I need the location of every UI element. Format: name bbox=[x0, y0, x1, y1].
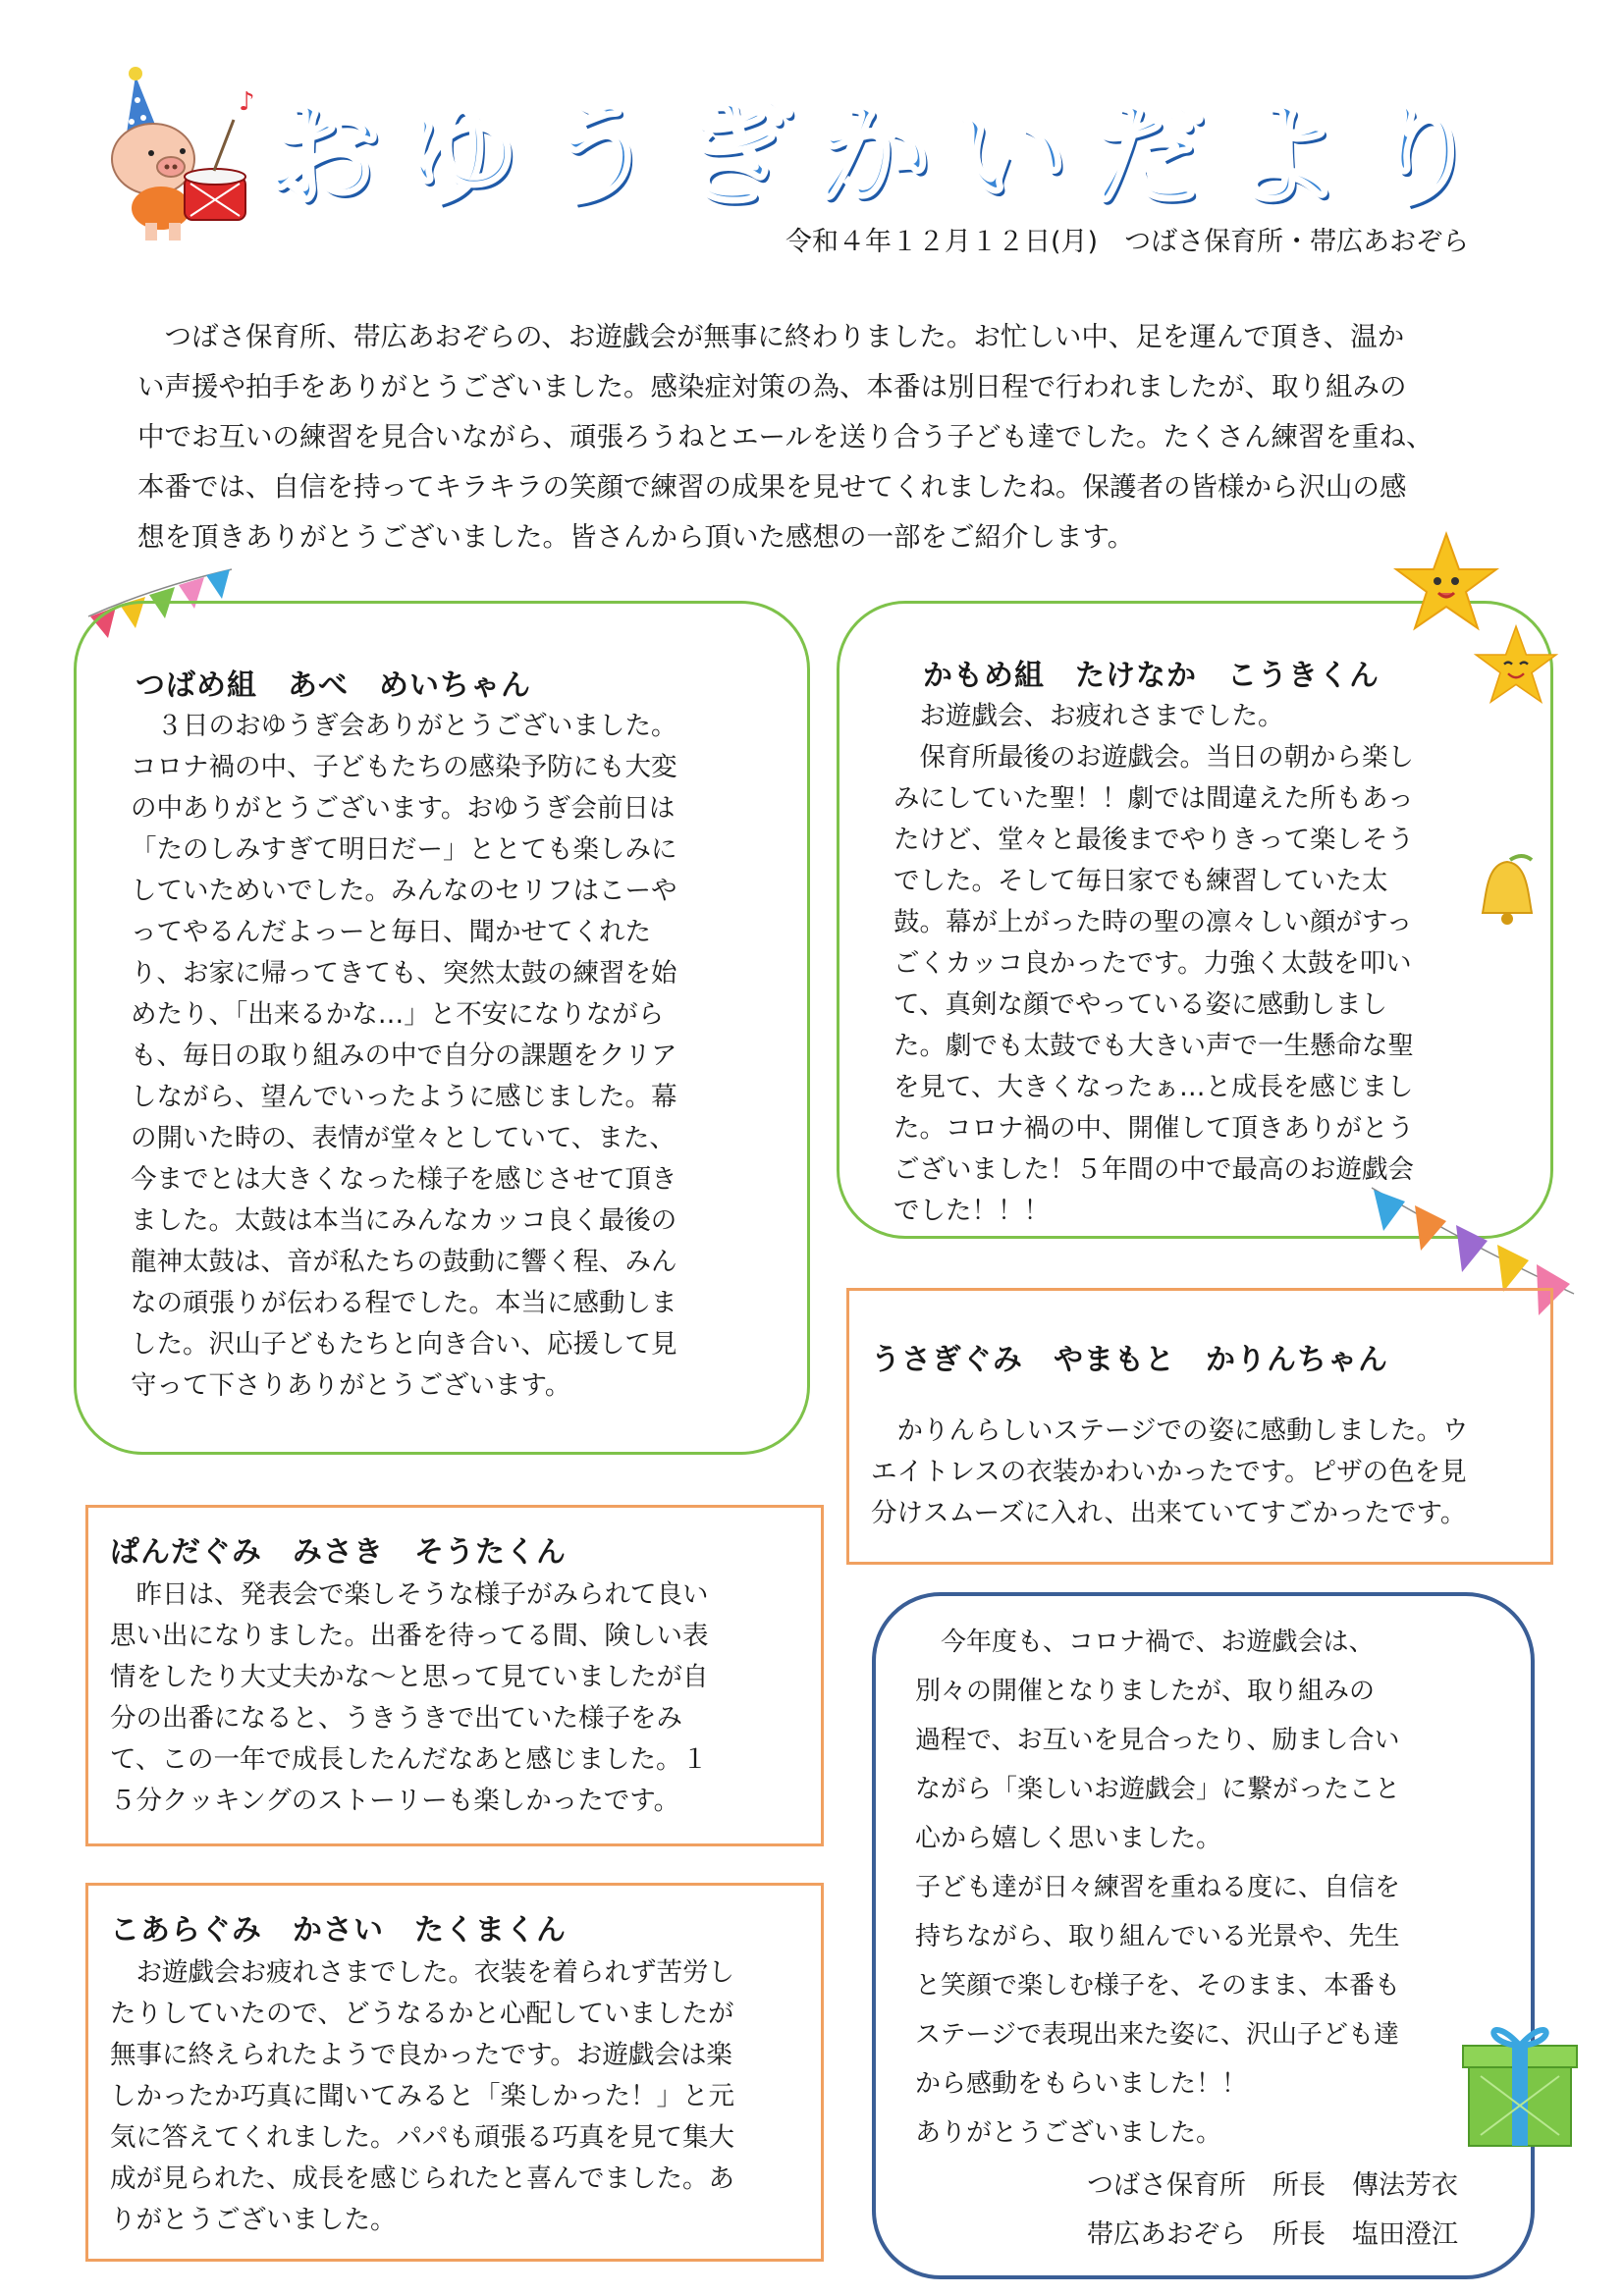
body-line: しかったか巧真に聞いてみると「楽しかった！」と元 bbox=[110, 2081, 734, 2111]
intro-line: い声援や拍手をありがとうございました。感染症対策の為、本番は別日程で行われましたが、取り組みの bbox=[137, 371, 1407, 402]
card-body bbox=[110, 1575, 817, 1822]
body-line: ありがとうございました。 bbox=[915, 2118, 1222, 2148]
body-line: エイトレスの衣装かわいかったです。ピザの色を見 bbox=[871, 1457, 1467, 1487]
body-line: ごくカッコ良かったです。力強く太鼓を叩い bbox=[893, 948, 1412, 979]
body-line: ３日のおゆうぎ会ありがとうございました。 bbox=[131, 711, 677, 741]
body-line: 過程で、お互いを見合ったり、励まし合い bbox=[915, 1726, 1400, 1755]
card-body bbox=[893, 696, 1522, 1232]
card-heading: かもめ組 たけなか こうきくん bbox=[923, 659, 1380, 693]
body-line: 心から嬉しく思いました。 bbox=[915, 1824, 1222, 1853]
body-line: 持ちながら、取り組んでいる光景や、先生 bbox=[915, 1922, 1400, 1951]
body-line: ました。太鼓は本当にみんなカッコ良く最後の bbox=[131, 1205, 677, 1236]
body-line: ステージで表現出来た姿に、沢山子ども達 bbox=[915, 2020, 1399, 2050]
body-line: でした。そして毎日家でも練習していた太 bbox=[893, 866, 1388, 896]
closing-message-card bbox=[872, 1592, 1535, 2279]
body-line: て、この一年で成長したんだなあと感じました。１ bbox=[110, 1744, 708, 1775]
body-line: ５分クッキングのストーリーも楽しかったです。 bbox=[110, 1786, 680, 1816]
body-line: かりんらしいステージでの姿に感動しました。ウ bbox=[871, 1415, 1469, 1446]
body-line: ながら「楽しいお遊戯会」に繋がったこと bbox=[915, 1775, 1401, 1804]
body-line: 今までとは大きくなった様子を感じさせて頂き bbox=[131, 1164, 677, 1195]
card-heading: つばめ組 あべ めいちゃん bbox=[135, 668, 531, 703]
body-line: 分けスムーズに入れ、出来ていてすごかったです。 bbox=[871, 1498, 1467, 1528]
body-line: 龍神太鼓は、音が私たちの鼓動に響く程、みん bbox=[131, 1247, 677, 1277]
body-line: しながら、望んでいったように感じました。幕 bbox=[131, 1082, 677, 1112]
body-line: りがとうございました。 bbox=[110, 2205, 397, 2235]
card-heading: こあらぐみ かさい たくまくん bbox=[110, 1913, 567, 1948]
newsletter-title: おゆうぎかいだより bbox=[265, 86, 1503, 222]
kamome-message-card bbox=[837, 601, 1553, 1239]
intro-paragraph bbox=[137, 312, 1492, 562]
gift-box-icon bbox=[1461, 2002, 1579, 2150]
body-line: 無事に終えられたようで良かったです。お遊戯会は楽 bbox=[110, 2040, 732, 2070]
body-line: でした！！！ bbox=[893, 1196, 1050, 1226]
tsubame-message-card bbox=[74, 601, 810, 1455]
body-line: 昨日は、発表会で楽しそうな様子がみられて良い bbox=[110, 1579, 709, 1610]
body-line: を見て、大きくなったぁ…と成長を感じまし bbox=[893, 1072, 1414, 1102]
body-line: した。沢山子どもたちと向き合い、応援して見 bbox=[131, 1329, 677, 1360]
panda-message-card bbox=[85, 1505, 824, 1846]
body-line: の開いた時の、表情が堂々としていて、また、 bbox=[131, 1123, 676, 1153]
card-body bbox=[915, 1618, 1514, 2158]
body-line: 分の出番になると、うきうきで出ていた様子をみ bbox=[110, 1703, 682, 1734]
body-line: なの頑張りが伝わる程でした。本当に感動しま bbox=[131, 1288, 677, 1318]
body-line: していためいでした。みんなのセリフはこーや bbox=[131, 876, 677, 906]
usagi-message-card bbox=[846, 1288, 1553, 1565]
body-line: た。劇でも太鼓でも大きい声で一生懸命な聖 bbox=[893, 1031, 1414, 1061]
intro-line: つばさ保育所、帯広あおぞらの、お遊戯会が無事に終わりました。お忙しい中、足を運んで頂き、温か bbox=[137, 321, 1405, 352]
drummer-pig-illustration bbox=[96, 61, 273, 247]
intro-line: 本番では、自信を持ってキラキラの笑顔で練習の成果を見せてくれましたね。保護者の皆様から沢山の感 bbox=[137, 471, 1407, 503]
body-line: 気に答えてくれました。パパも頑張る巧真を見て集大 bbox=[110, 2122, 734, 2153]
body-line: お遊戯会、お疲れさまでした。 bbox=[893, 701, 1284, 731]
music-note-icon: ♪ bbox=[239, 87, 255, 117]
body-line: から感動をもらいました！！ bbox=[915, 2069, 1248, 2099]
body-line: 思い出になりました。出番を待ってる間、険しい表 bbox=[110, 1621, 709, 1651]
star-icon bbox=[1392, 530, 1500, 638]
date-and-facilities: 令和４年１２月１２日(月) つばさ保育所・帯広あおぞら bbox=[785, 227, 1470, 257]
body-line: ございました！５年間の中で最高のお遊戯会 bbox=[893, 1154, 1414, 1185]
body-line: みにしていた聖！！劇では間違えた所もあっ bbox=[893, 783, 1414, 814]
body-line: の中ありがとうございます。おゆうぎ会前日は bbox=[131, 793, 676, 824]
star-icon bbox=[1473, 623, 1559, 710]
body-line: 鼓。幕が上がった時の聖の凛々しい顔がすっ bbox=[893, 907, 1413, 937]
body-line: たりしていたので、どうなるかと心配していましたが bbox=[110, 1999, 734, 2029]
card-body bbox=[110, 1952, 817, 2241]
body-line: た。コロナ禍の中、開催して頂きありがとう bbox=[893, 1113, 1414, 1144]
koala-message-card bbox=[85, 1883, 824, 2262]
body-line: と笑顔で楽しむ様子を、そのまま、本番も bbox=[915, 1971, 1401, 2001]
body-line: 保育所最後のお遊戯会。当日の朝から楽し bbox=[893, 742, 1414, 773]
bell-icon bbox=[1473, 852, 1542, 940]
intro-line: 中でお互いの練習を見合いながら、頑張ろうねとエールを送り合う子ども達でした。たくさん練習を重ね、 bbox=[137, 421, 1434, 453]
body-line: 成が見られた、成長を感じられたと喜んでました。あ bbox=[110, 2163, 734, 2194]
body-line: 今年度も、コロナ禍で、お遊戯会は、 bbox=[915, 1628, 1375, 1657]
card-body bbox=[871, 1411, 1548, 1534]
body-line: て、真剣な顔でやっている姿に感動しまし bbox=[893, 989, 1387, 1020]
signature-tsubasa: つばさ保育所 所長 傳法芳衣 bbox=[1087, 2170, 1458, 2201]
body-line: コロナ禍の中、子どもたちの感染予防にも大変 bbox=[131, 752, 677, 782]
intro-line: 想を頂きありがとうございました。皆さんから頂いた感想の一部をご紹介します。 bbox=[137, 521, 1135, 553]
body-line: 守って下さりありがとうございます。 bbox=[131, 1370, 571, 1401]
body-line: も、毎日の取り組みの中で自分の課題をクリア bbox=[131, 1041, 677, 1071]
body-line: ってやるんだよっーと毎日、聞かせてくれた bbox=[131, 917, 651, 947]
body-line: 別々の開催となりましたが、取り組みの bbox=[915, 1677, 1376, 1706]
body-line: り、お家に帰ってきても、突然太鼓の練習を始 bbox=[131, 958, 677, 988]
body-line: 「たのしみすぎて明日だー」ととても楽しみに bbox=[131, 834, 677, 865]
card-body bbox=[131, 706, 798, 1407]
body-line: めたり、「出来るかな…」と不安になりながら bbox=[131, 999, 665, 1030]
body-line: お遊戯会お疲れさまでした。衣装を着られず苦労し bbox=[110, 1957, 734, 1988]
body-line: 子ども達が日々練習を重ねる度に、自信を bbox=[915, 1873, 1401, 1902]
card-heading: ぱんだぐみ みさき そうたくん bbox=[110, 1535, 567, 1570]
body-line: たけど、堂々と最後までやりきって楽しそう bbox=[893, 825, 1414, 855]
body-line: 情をしたり大丈夫かな～と思って見ていましたが自 bbox=[110, 1662, 709, 1692]
card-heading: うさぎぐみ やまもと かりんちゃん bbox=[871, 1343, 1388, 1377]
signature-aozora: 帯広あおぞら 所長 塩田澄江 bbox=[1087, 2219, 1458, 2250]
